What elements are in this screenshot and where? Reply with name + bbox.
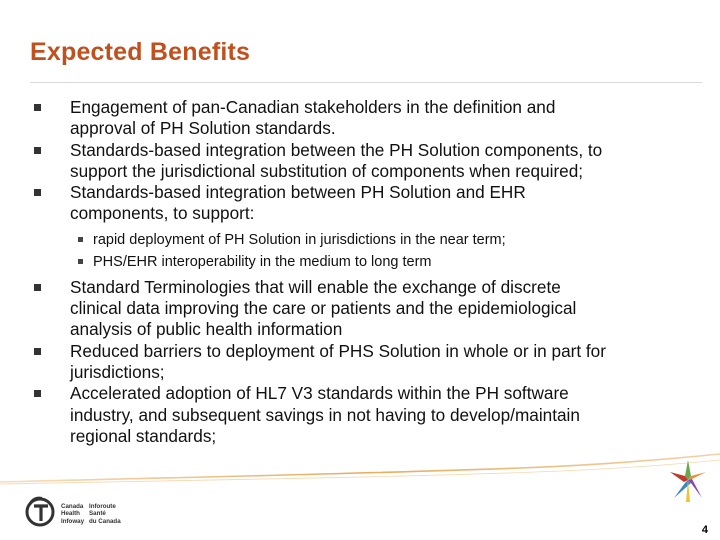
bullet-line: Standards-based integration between the PH Solution components, to	[70, 139, 603, 160]
bullet-line: Standard Terminologies that will enable the exchange of discrete	[70, 276, 561, 297]
bullet-square-icon	[34, 390, 41, 397]
bullet-line: analysis of public health information	[70, 319, 343, 340]
star-logo-icon	[668, 458, 708, 504]
logo-text-fr	[89, 503, 121, 525]
sub-bullet-item	[34, 229, 704, 251]
bullet-line: industry, and subsequent savings in not having to develop/maintain	[70, 404, 580, 425]
footer-swoosh	[0, 440, 720, 500]
infoway-logo-icon	[24, 494, 58, 530]
logo-line: Infoway	[61, 517, 85, 525]
bullet-square-icon	[34, 147, 41, 154]
bullet-square-icon	[34, 104, 41, 111]
bullet-square-icon	[34, 348, 41, 355]
bullet-line: components, to support:	[70, 203, 255, 224]
bullet-line: regional standards;	[70, 425, 217, 446]
bullet-line: approval of PH Solution standards.	[70, 118, 336, 139]
bullet-item	[34, 383, 704, 447]
logo-line: Canada	[61, 503, 84, 510]
bullet-item	[34, 97, 704, 140]
bullet-line: support the jurisdictional substitution of components when required;	[70, 160, 584, 181]
bullet-line: Engagement of pan-Canadian stakeholders in the definition and	[70, 97, 556, 117]
bullet-line: jurisdictions;	[70, 361, 165, 382]
logo-line: Health	[61, 510, 80, 518]
bullet-item	[34, 341, 704, 384]
bullet-item	[34, 182, 704, 225]
bullet-line: Reduced barriers to deployment of PHS Solution in whole or in part for	[70, 340, 606, 361]
bullet-item	[34, 277, 704, 341]
slide-title: Expected Benefits	[30, 38, 251, 66]
bullet-square-icon	[34, 189, 41, 196]
bullet-item	[34, 140, 704, 183]
sub-bullet-square-icon	[78, 259, 83, 264]
sub-bullet-list	[34, 229, 704, 273]
sub-bullet-text: PHS/EHR interoperability in the medium to long term	[93, 253, 432, 270]
title-divider	[30, 82, 702, 83]
logo-line: du Canada	[89, 517, 121, 525]
sub-bullet-text: rapid deployment of PH Solution in jurisdictions in the near term;	[93, 231, 506, 248]
bullet-line: Standards-based integration between PH Solution and EHR	[70, 182, 526, 203]
bullet-square-icon	[34, 284, 41, 291]
sub-bullet-item	[34, 251, 704, 273]
logo-line: Santé	[89, 510, 106, 518]
page-number: 4	[701, 524, 708, 536]
logo-text-en	[61, 503, 84, 525]
bullet-line: clinical data improving the care or patients and the epidemiological	[70, 298, 577, 319]
slide-content	[34, 97, 704, 447]
sub-bullet-square-icon	[78, 237, 83, 242]
logo-line: Inforoute	[89, 503, 116, 510]
bullet-line: Accelerated adoption of HL7 V3 standards within the PH software	[70, 383, 569, 404]
